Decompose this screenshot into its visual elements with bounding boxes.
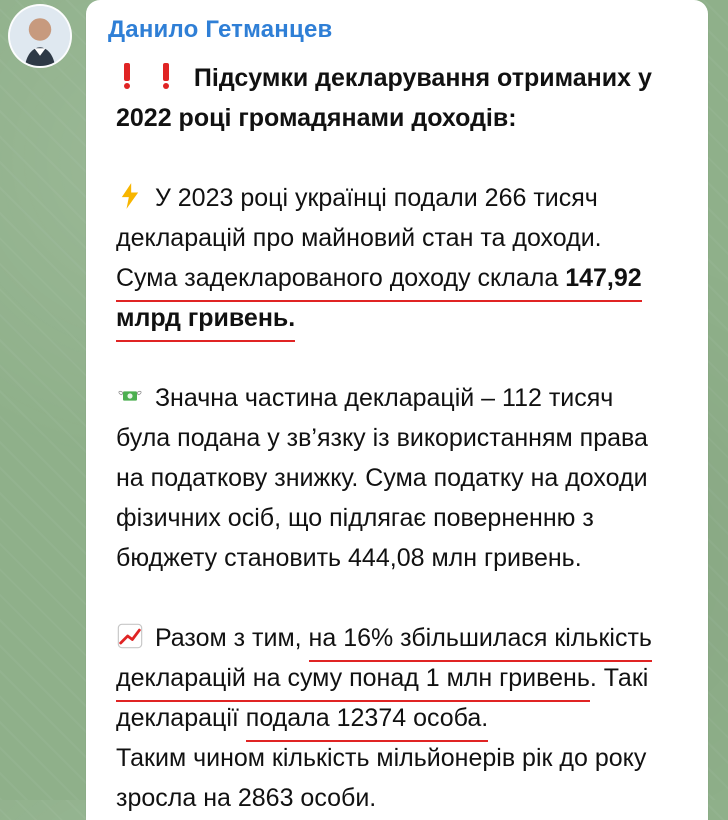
exclamation-icon [155, 61, 177, 91]
p3-line-3 [116, 698, 696, 738]
paragraph-spacer [116, 338, 696, 378]
p3-text-3a: декларації [116, 704, 246, 732]
p1-line-3 [116, 258, 696, 298]
p2-line-5: бюджету становить 444,08 млн гривень. [116, 544, 582, 572]
p1-line-4 [116, 298, 696, 338]
p3-text-2b: . Такі [589, 664, 649, 692]
paragraph-spacer [116, 138, 696, 178]
chart-increasing-icon [116, 622, 144, 650]
lightning-icon [116, 182, 144, 210]
message-text [116, 58, 696, 818]
title-line-2: 2022 році громадянами доходів: [116, 104, 517, 132]
p1-underlined-b: 147,92 [565, 264, 641, 302]
p2-text-1: Значна частина декларацій – 112 тисяч [154, 384, 614, 412]
p1-line-1 [116, 178, 696, 218]
p3-underlined-b: декларацій на суму понад 1 млн гривень [116, 664, 590, 702]
p2-line-1 [116, 378, 696, 418]
author-name[interactable]: Данило Гетманцев [108, 16, 333, 43]
p4-line-1: Таким чином кількість мільйонерів рік до року [116, 744, 647, 772]
paragraph-spacer [116, 578, 696, 618]
title-text-1: Підсумки декларування отриманих у [193, 64, 652, 92]
p1-underlined-c: млрд гривень. [116, 304, 295, 342]
p3-line-2 [116, 658, 696, 698]
p3-text-1a: Разом з тим, [154, 624, 309, 652]
p4-line-2: зросла на 2863 особи. [116, 784, 377, 812]
p1-underlined-a: Сума задекларованого доходу склала [116, 264, 565, 302]
message-bubble [86, 0, 708, 820]
p2-line-4: фізичних осіб, що підлягає поверненню з [116, 504, 594, 532]
p2-line-2: була подана у зв’язку із використанням права [116, 424, 648, 452]
title-line-1 [116, 58, 696, 98]
p3-underlined-c: подала 12374 особа. [246, 704, 488, 742]
money-with-wings-icon [116, 382, 144, 410]
exclamation-icon [116, 61, 138, 91]
p1-line-2: декларацій про майновий стан та доходи. [116, 224, 602, 252]
p3-underlined-a: на 16% збільшилася кількість [309, 624, 652, 662]
avatar[interactable] [8, 4, 72, 68]
p1-text-1: У 2023 році українці подали 266 тисяч [154, 184, 598, 212]
p2-line-3: на податкову знижку. Сума податку на доходи [116, 464, 648, 492]
p3-line-1 [116, 618, 696, 658]
